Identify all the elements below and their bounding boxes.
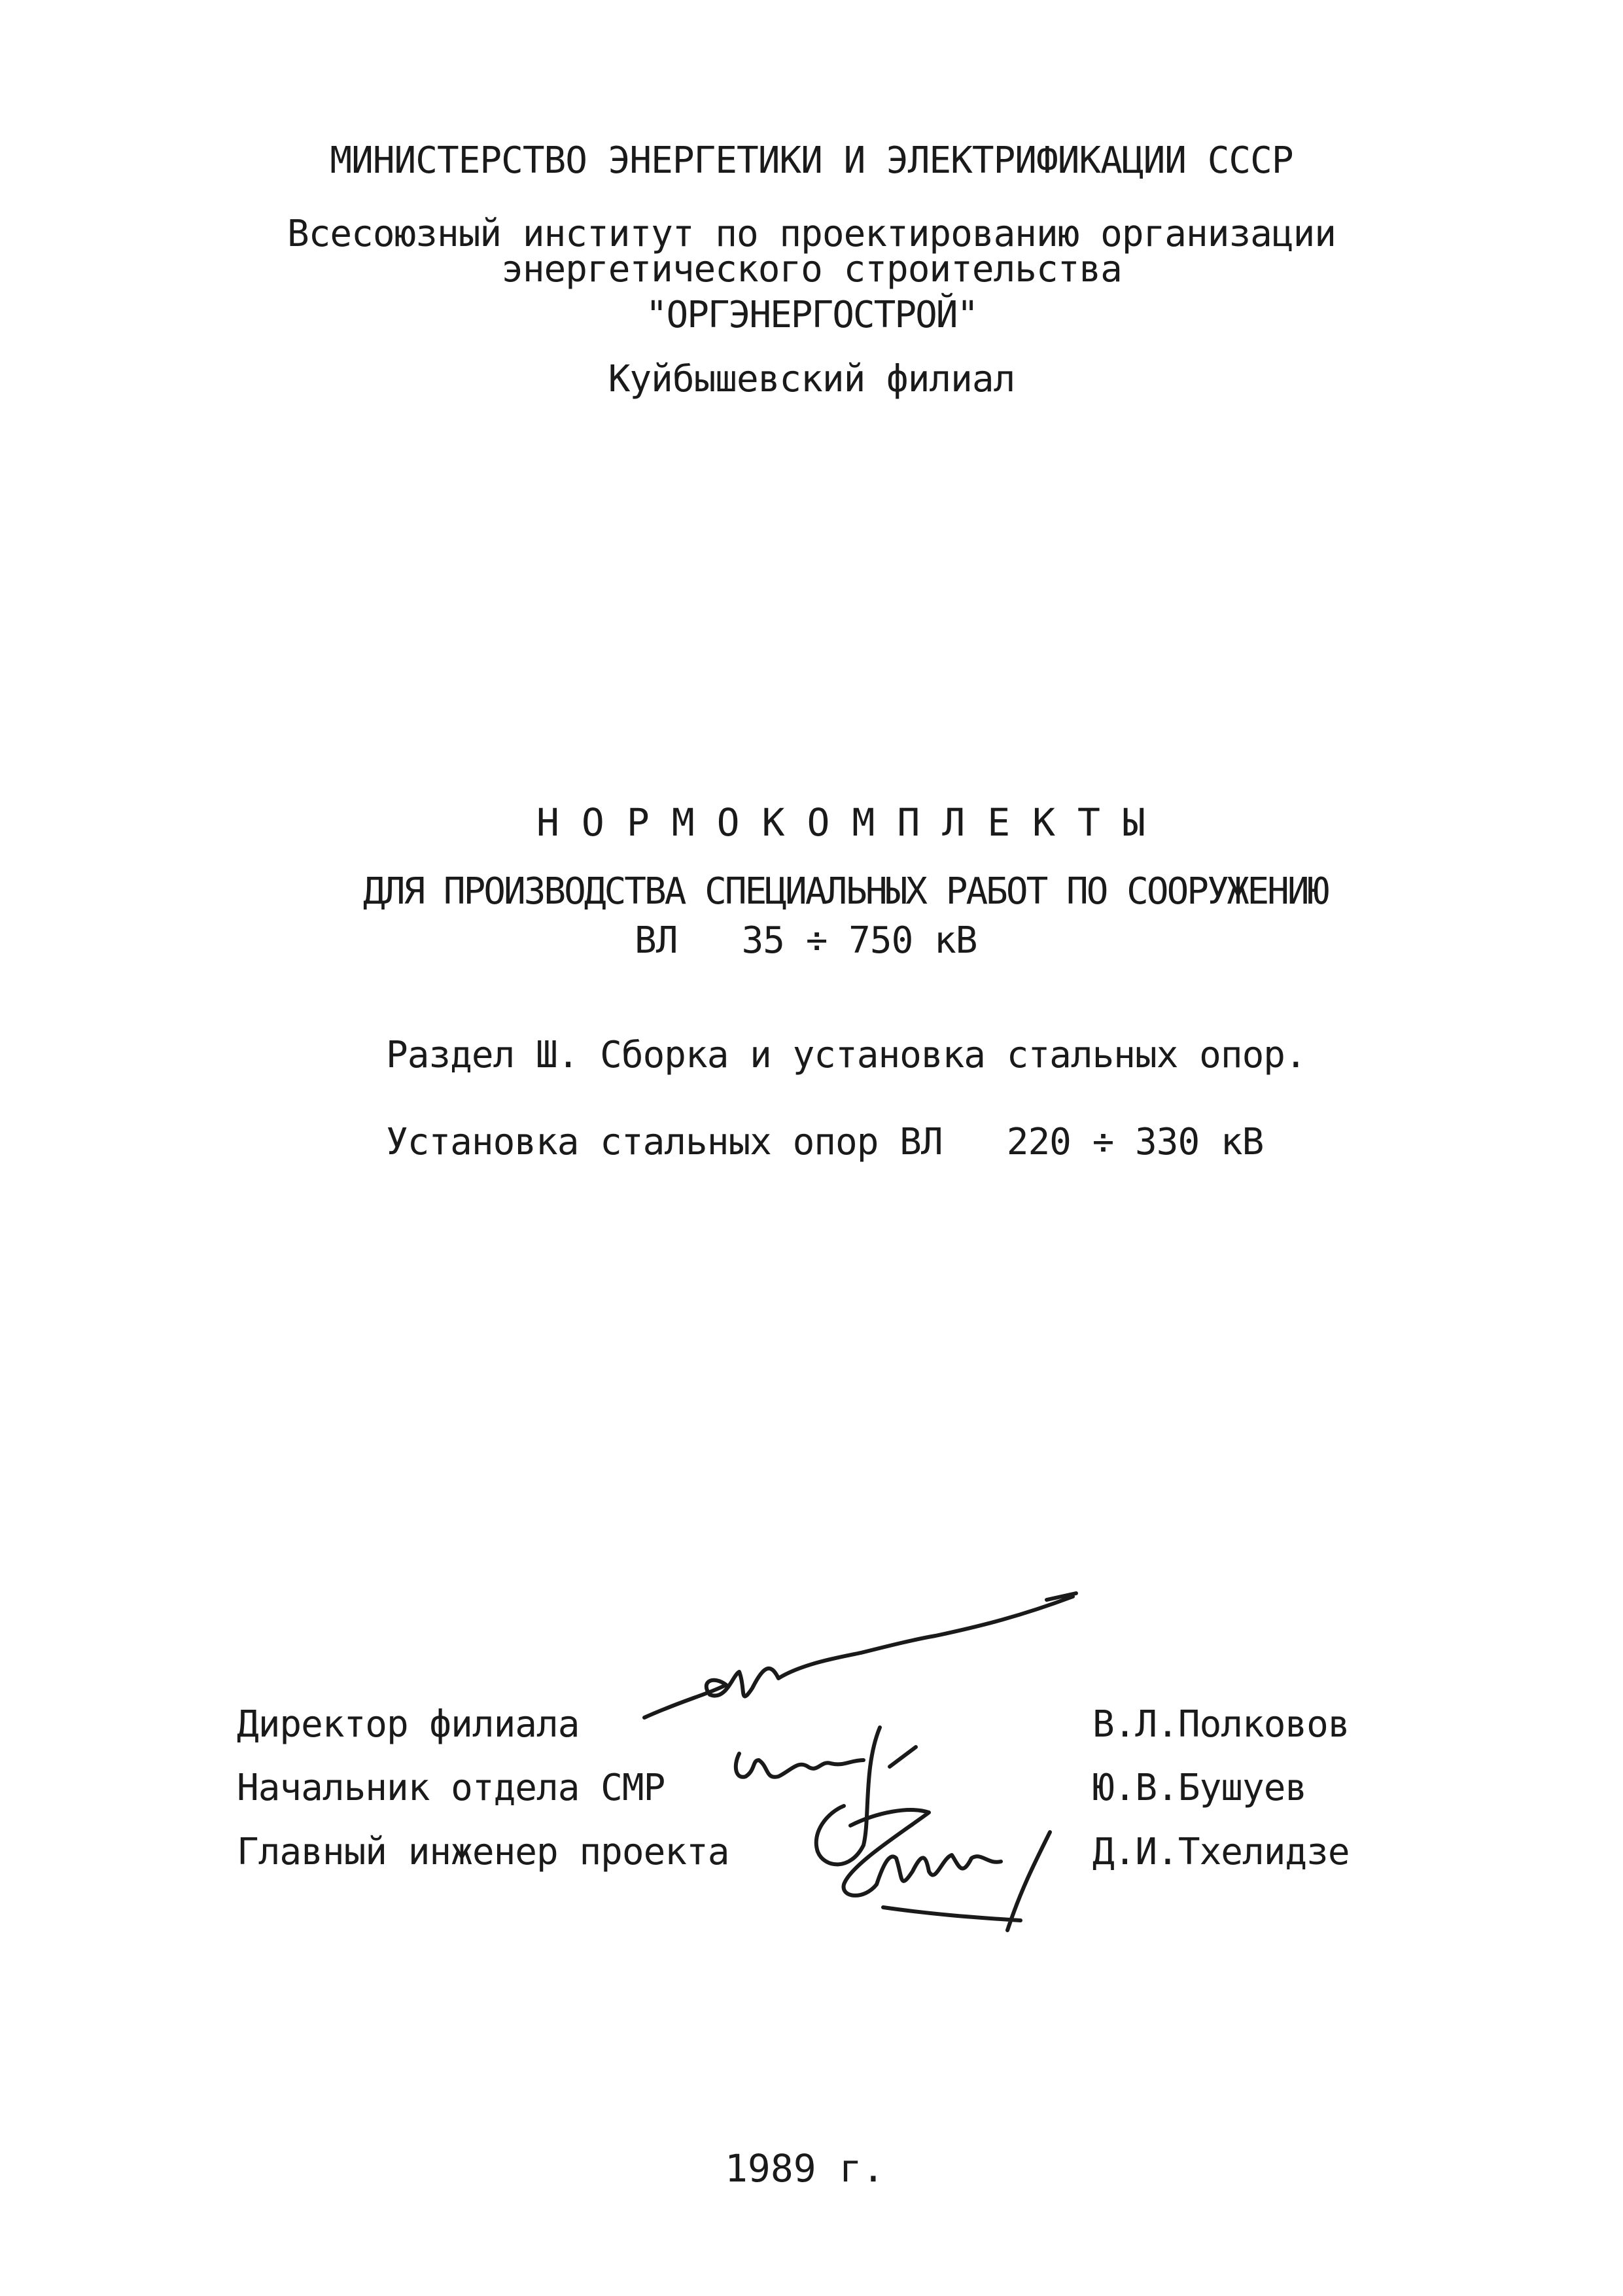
institute-name-line1: Всесоюзный институт по проектированию организации bbox=[287, 213, 1336, 255]
organization-name: "ОРГЭНЕРГОСТРОЙ" bbox=[645, 294, 978, 336]
section-subject: Установка стальных опор ВЛ 220 ÷ 330 кВ bbox=[386, 1121, 1264, 1163]
signature-chief-engineer bbox=[844, 1810, 1050, 1930]
signatory-role: Директор филиала bbox=[237, 1703, 580, 1746]
ministry-title: МИНИСТЕРСТВО ЭНЕРГЕТИКИ И ЭЛЕКТРИФИКАЦИИ СССР bbox=[330, 139, 1293, 182]
document-year: 1989 г. bbox=[725, 2146, 885, 2191]
section-label: Раздел Ш. Сборка и установка стальных опор. bbox=[386, 1034, 1306, 1076]
document-subtitle-line2: ВЛ 35 ÷ 750 кВ bbox=[635, 919, 977, 962]
signatory-role: Начальник отдела СМР bbox=[237, 1767, 665, 1809]
signature-department-head bbox=[736, 1727, 916, 1864]
document-subtitle-line1: ДЛЯ ПРОИЗВОДСТВА СПЕЦИАЛЬНЫХ РАБОТ ПО СООРУЖЕНИЮ bbox=[363, 870, 1328, 913]
signatory-name: В.Л.Полковов bbox=[1092, 1703, 1350, 1746]
signature-director bbox=[644, 1593, 1076, 1718]
signatory-name: Ю.В.Бушуев bbox=[1092, 1767, 1307, 1809]
signatory-role: Главный инженер проекта bbox=[237, 1831, 729, 1873]
branch-name: Куйбышевский филиал bbox=[608, 358, 1015, 400]
signatory-name: Д.И.Тхелидзе bbox=[1092, 1831, 1350, 1873]
institute-name-line2: энергетического строительства bbox=[501, 248, 1122, 291]
document-title: НОРМОКОМПЛЕКТЫ bbox=[536, 800, 1168, 845]
